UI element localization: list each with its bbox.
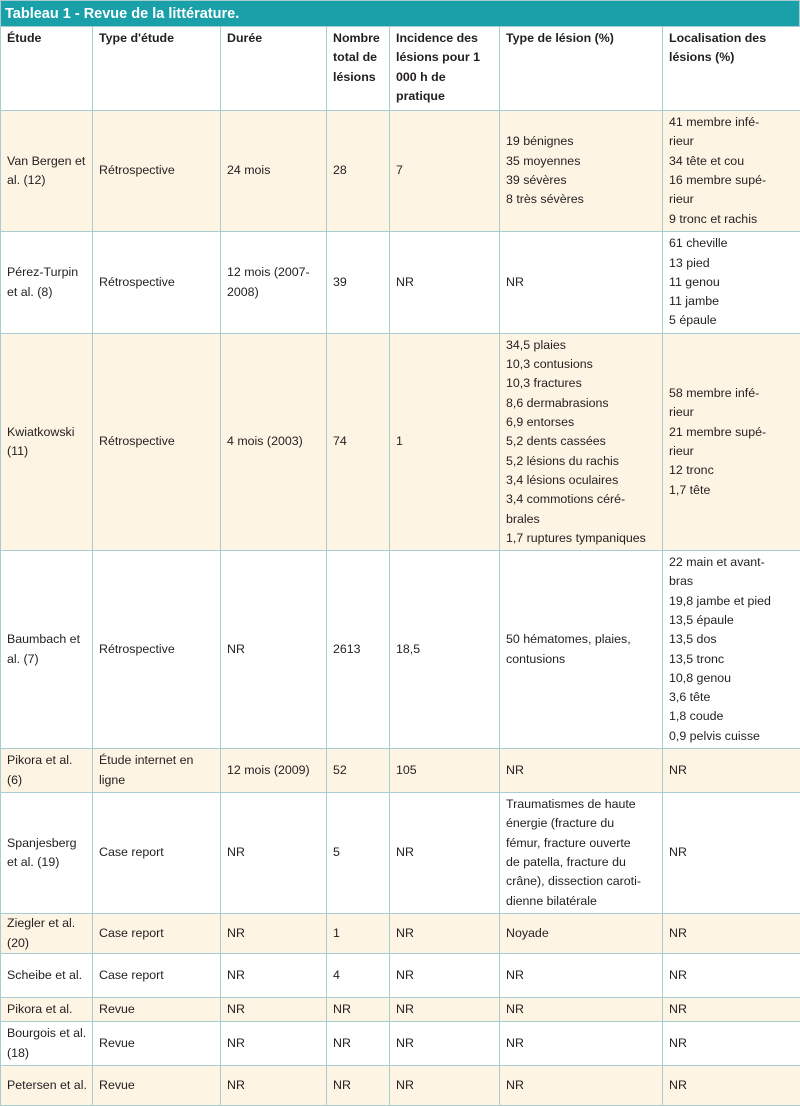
literature-review-table [0, 26, 800, 1106]
cell-line: 21 membre supé- [669, 423, 796, 442]
cell-nombre: 4 [327, 954, 390, 998]
cell-line: dienne bilatérale [506, 892, 658, 911]
cell-etude: Pérez-Turpin et al. (8) [1, 232, 93, 334]
cell-localisation [663, 111, 800, 232]
cell-line: 41 membre infé- [669, 113, 796, 132]
cell-line: rieur [669, 403, 796, 422]
cell-lesion [500, 551, 663, 749]
cell-localisation [663, 1066, 800, 1106]
cell-type: Étude internet en ligne [93, 749, 221, 793]
cell-type: Revue [93, 1022, 221, 1066]
cell-line: NR [669, 924, 796, 943]
cell-nombre: NR [327, 1022, 390, 1066]
header-etude: Étude [1, 27, 93, 111]
cell-line: 61 cheville [669, 234, 796, 253]
cell-line: 8 très sévères [506, 190, 658, 209]
cell-line: 5,2 lésions du rachis [506, 452, 658, 471]
cell-line: NR [506, 1000, 658, 1019]
cell-line: NR [669, 1076, 796, 1095]
cell-nombre: 28 [327, 111, 390, 232]
cell-etude: Bourgois et al. (18) [1, 1022, 93, 1066]
cell-line: NR [669, 1000, 796, 1019]
cell-line: 13,5 épaule [669, 611, 796, 630]
cell-incidence: NR [390, 998, 500, 1022]
cell-duree: NR [221, 998, 327, 1022]
cell-line: 6,9 entorses [506, 413, 658, 432]
header-nombre: Nombre total de lésions [327, 27, 390, 111]
cell-line: rieur [669, 442, 796, 461]
cell-line: NR [669, 761, 796, 780]
cell-duree: 24 mois [221, 111, 327, 232]
cell-lesion [500, 749, 663, 793]
cell-etude: Ziegler et al. (20) [1, 914, 93, 954]
cell-type: Rétrospective [93, 232, 221, 334]
header-duree: Durée [221, 27, 327, 111]
cell-type: Revue [93, 1066, 221, 1106]
header-type-lesion: Type de lésion (%) [500, 27, 663, 111]
table-row [1, 1066, 800, 1106]
cell-line: 13,5 tronc [669, 650, 796, 669]
cell-lesion [500, 232, 663, 334]
cell-line: 0,9 pelvis cuisse [669, 727, 796, 746]
cell-line: 3,4 commotions céré- [506, 490, 658, 509]
cell-duree: NR [221, 551, 327, 749]
cell-incidence: 7 [390, 111, 500, 232]
cell-lesion [500, 954, 663, 998]
cell-line: NR [506, 1034, 658, 1053]
cell-etude: Scheibe et al. [1, 954, 93, 998]
cell-line: NR [506, 1076, 658, 1095]
cell-incidence: NR [390, 914, 500, 954]
cell-type: Case report [93, 793, 221, 914]
cell-etude: Kwiatkowski (11) [1, 334, 93, 551]
cell-line: 8,6 dermabrasions [506, 394, 658, 413]
cell-etude: Pikora et al. (6) [1, 749, 93, 793]
cell-line: 13 pied [669, 254, 796, 273]
cell-nombre: NR [327, 1066, 390, 1106]
cell-localisation [663, 551, 800, 749]
cell-nombre: 39 [327, 232, 390, 334]
table-row [1, 793, 800, 914]
header-type-etude: Type d'étude [93, 27, 221, 111]
cell-type: Case report [93, 954, 221, 998]
cell-line: Noyade [506, 924, 658, 943]
cell-duree: NR [221, 1066, 327, 1106]
cell-line: contusions [506, 650, 658, 669]
table-row [1, 914, 800, 954]
cell-line: énergie (fracture du [506, 814, 658, 833]
cell-line: 9 tronc et rachis [669, 210, 796, 229]
cell-line: de patella, fracture du [506, 853, 658, 872]
cell-type: Case report [93, 914, 221, 954]
cell-incidence: 1 [390, 334, 500, 551]
cell-type: Rétrospective [93, 334, 221, 551]
cell-nombre: 1 [327, 914, 390, 954]
cell-lesion [500, 334, 663, 551]
cell-line: fémur, fracture ouverte [506, 834, 658, 853]
cell-line: 19 bénignes [506, 132, 658, 151]
cell-incidence: NR [390, 1066, 500, 1106]
cell-localisation [663, 334, 800, 551]
cell-lesion [500, 1022, 663, 1066]
cell-etude: Baumbach et al. (7) [1, 551, 93, 749]
table-title: Tableau 1 - Revue de la littérature. [0, 0, 800, 26]
cell-line: 13,5 dos [669, 630, 796, 649]
cell-line: 34 tête et cou [669, 152, 796, 171]
cell-line: 11 jambe [669, 292, 796, 311]
cell-duree: NR [221, 954, 327, 998]
cell-line: rieur [669, 132, 796, 151]
cell-type: Revue [93, 998, 221, 1022]
cell-line: 1,8 coude [669, 707, 796, 726]
cell-line: bras [669, 572, 796, 591]
cell-line: NR [506, 761, 658, 780]
cell-line: 10,8 genou [669, 669, 796, 688]
table-row [1, 998, 800, 1022]
cell-localisation [663, 749, 800, 793]
cell-line: 39 sévères [506, 171, 658, 190]
cell-line: 11 genou [669, 273, 796, 292]
cell-line: 35 moyennes [506, 152, 658, 171]
cell-line: NR [506, 966, 658, 985]
cell-duree: NR [221, 793, 327, 914]
cell-line: 10,3 fractures [506, 374, 658, 393]
cell-type: Rétrospective [93, 551, 221, 749]
cell-incidence: 105 [390, 749, 500, 793]
cell-duree: 4 mois (2003) [221, 334, 327, 551]
cell-line: 1,7 tête [669, 481, 796, 500]
cell-line: 5 épaule [669, 311, 796, 330]
table-row [1, 232, 800, 334]
cell-lesion [500, 1066, 663, 1106]
cell-lesion [500, 998, 663, 1022]
cell-line: 58 membre infé- [669, 384, 796, 403]
cell-line: 3,4 lésions oculaires [506, 471, 658, 490]
table-row [1, 749, 800, 793]
cell-localisation [663, 232, 800, 334]
cell-incidence: NR [390, 1022, 500, 1066]
cell-etude: Spanjesberg et al. (19) [1, 793, 93, 914]
cell-line: NR [669, 843, 796, 862]
header-row [1, 27, 800, 111]
cell-etude: Petersen et al. [1, 1066, 93, 1106]
cell-line: 19,8 jambe et pied [669, 592, 796, 611]
cell-localisation [663, 793, 800, 914]
cell-lesion [500, 111, 663, 232]
cell-nombre: NR [327, 998, 390, 1022]
cell-line: 22 main et avant- [669, 553, 796, 572]
cell-line: Traumatismes de haute [506, 795, 658, 814]
cell-nombre: 5 [327, 793, 390, 914]
header-incidence: Incidence des lésions pour 1 000 h de pratique [390, 27, 500, 111]
cell-line: 50 hématomes, plaies, [506, 630, 658, 649]
cell-incidence: NR [390, 793, 500, 914]
cell-duree: 12 mois (2009) [221, 749, 327, 793]
header-localisation: Localisation des lésions (%) [663, 27, 800, 111]
cell-line: 5,2 dents cassées [506, 432, 658, 451]
cell-localisation [663, 954, 800, 998]
cell-etude: Van Bergen et al. (12) [1, 111, 93, 232]
cell-etude: Pikora et al. [1, 998, 93, 1022]
cell-type: Rétrospective [93, 111, 221, 232]
cell-nombre: 74 [327, 334, 390, 551]
cell-line: NR [506, 273, 658, 292]
cell-incidence: 18,5 [390, 551, 500, 749]
cell-incidence: NR [390, 954, 500, 998]
cell-line: brales [506, 510, 658, 529]
cell-nombre: 2613 [327, 551, 390, 749]
table-row [1, 1022, 800, 1066]
cell-incidence: NR [390, 232, 500, 334]
cell-line: NR [669, 966, 796, 985]
cell-line: 12 tronc [669, 461, 796, 480]
cell-duree: NR [221, 914, 327, 954]
table-row [1, 334, 800, 551]
cell-duree: NR [221, 1022, 327, 1066]
cell-duree: 12 mois (2007-2008) [221, 232, 327, 334]
cell-localisation [663, 914, 800, 954]
cell-localisation [663, 998, 800, 1022]
cell-localisation [663, 1022, 800, 1066]
cell-line: 16 membre supé- [669, 171, 796, 190]
cell-line: crâne), dissection caroti- [506, 872, 658, 891]
table-row [1, 111, 800, 232]
cell-line: rieur [669, 190, 796, 209]
cell-line: 1,7 ruptures tympaniques [506, 529, 658, 548]
table-row [1, 954, 800, 998]
cell-line: 34,5 plaies [506, 336, 658, 355]
cell-lesion [500, 793, 663, 914]
table-row [1, 551, 800, 749]
cell-line: NR [669, 1034, 796, 1053]
cell-nombre: 52 [327, 749, 390, 793]
cell-line: 10,3 contusions [506, 355, 658, 374]
cell-line: 3,6 tête [669, 688, 796, 707]
cell-lesion [500, 914, 663, 954]
